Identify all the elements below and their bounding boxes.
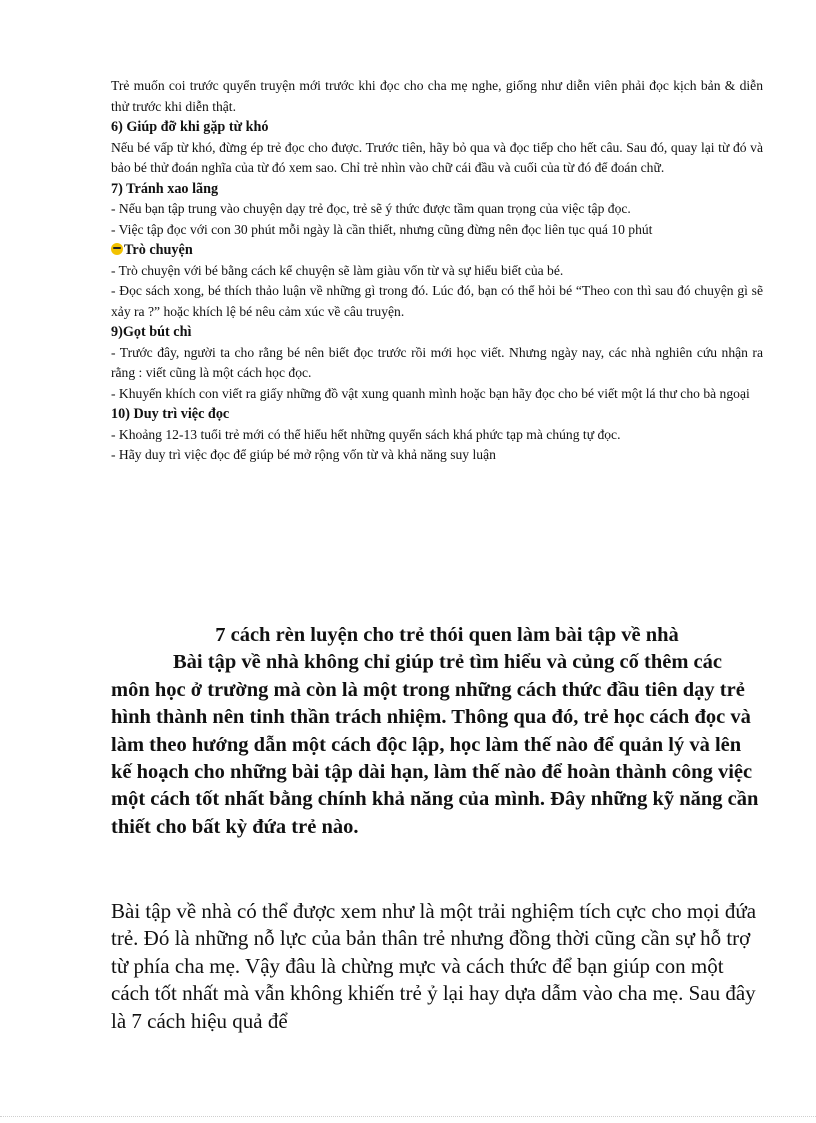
paragraph-8b: - Đọc sách xong, bé thích thảo luận về những gì trong đó. Lúc đó, bạn có thể hỏi bé “Theo con thì sau đó chuyện gì sẽ xảy ra ?” hoặc khích lệ bé nêu cảm xúc về câu truyện. — [111, 283, 763, 319]
paragraph-7a: - Nếu bạn tập trung vào chuyện dạy trẻ đọc, trẻ sẽ ý thức được tầm quan trọng của việc tập đọc. — [111, 201, 631, 216]
lead-paragraph: Bài tập về nhà không chỉ giúp trẻ tìm hiểu và củng cố thêm các môn học ở trường mà còn là một trong những cách thức đầu tiên dạy trẻ hình thành nên tinh thần trách nhiệm. Thông qua đó, trẻ học cách đọc và làm theo hướng dẫn một cách độc lập, học làm thế nào để quản lý và lên kế hoạch cho những bài tập dài hạn, làm thế nào để hoàn thành công việc một cách tốt nhất bằng chính khả năng của mình. Đây những kỹ năng cần thiết cho bất kỳ đứa trẻ nào. — [111, 651, 759, 838]
heading-6: 6) Giúp đỡ khi gặp từ khó — [111, 119, 269, 135]
section-title: 7 cách rèn luyện cho trẻ thói quen làm bài tập về nhà — [215, 624, 679, 646]
heading-9: 9)Gọt bút chì — [111, 324, 192, 340]
paragraph-10b: - Hãy duy trì việc đọc để giúp bé mở rộng vốn từ và khả năng suy luận — [111, 447, 496, 462]
page-bottom-divider — [0, 1116, 816, 1117]
homework-section — [111, 622, 763, 841]
paragraph-6: Nếu bé vấp từ khó, đừng ép trẻ đọc cho được. Trước tiên, hãy bỏ qua và đọc tiếp cho hết câu. Sau đó, quay lại từ đó và bảo bé thử đoán nghĩa của từ đó xem sao. Chỉ trẻ nhìn vào chữ cái đầu và cuối của từ đó để đoán chữ. — [111, 139, 763, 175]
heading-10: 10) Duy trì việc đọc — [111, 406, 230, 422]
tips-section — [111, 76, 763, 466]
heading-8-label: Trò chuyện — [124, 242, 193, 258]
heading-8 — [111, 240, 763, 261]
paragraph-7b: - Việc tập đọc với con 30 phút mỗi ngày là cần thiết, nhưng cũng đừng nên đọc liên tục quá 10 phút — [111, 221, 653, 237]
intro-paragraph: Trẻ muốn coi trước quyển truyện mới trước khi đọc cho cha mẹ nghe, giống như diễn viên phải đọc kịch bản & diễn thử trước khi diễn thật. — [111, 78, 763, 114]
paragraph-9a: - Trước đây, người ta cho rằng bé nên biết đọc trước rồi mới học viết. Nhưng ngày nay, các nhà nghiên cứu nhận ra rằng : viết cũng là một cách học đọc. — [111, 344, 763, 380]
body-paragraph: Bài tập về nhà có thể được xem như là một trải nghiệm tích cực cho mọi đứa trẻ. Đó là những nỗ lực của bản thân trẻ nhưng đồng thời cũng cần sự hỗ trợ từ phía cha mẹ. Vậy đâu là chừng mực và cách thức để bạn giúp con một cách tốt nhất mà vẫn không khiến trẻ ỷ lại hay dựa dẫm vào cha mẹ. Sau đây là 7 cách hiệu quả để — [111, 899, 757, 1033]
cool-face-icon — [111, 243, 123, 255]
paragraph-9b: - Khuyến khích con viết ra giấy những đồ vật xung quanh mình hoặc bạn hãy đọc cho bé viết một lá thư cho bà ngoại — [111, 385, 750, 401]
heading-7: 7) Tránh xao lãng — [111, 180, 219, 197]
body-section — [111, 898, 763, 1035]
paragraph-10a: - Khoảng 12-13 tuổi trẻ mới có thể hiểu hết những quyển sách khá phức tạp mà chúng tự đọc. — [111, 426, 621, 442]
paragraph-8a: - Trò chuyện với bé bằng cách kể chuyện sẽ làm giàu vốn từ và sự hiểu biết của bé. — [111, 262, 564, 278]
